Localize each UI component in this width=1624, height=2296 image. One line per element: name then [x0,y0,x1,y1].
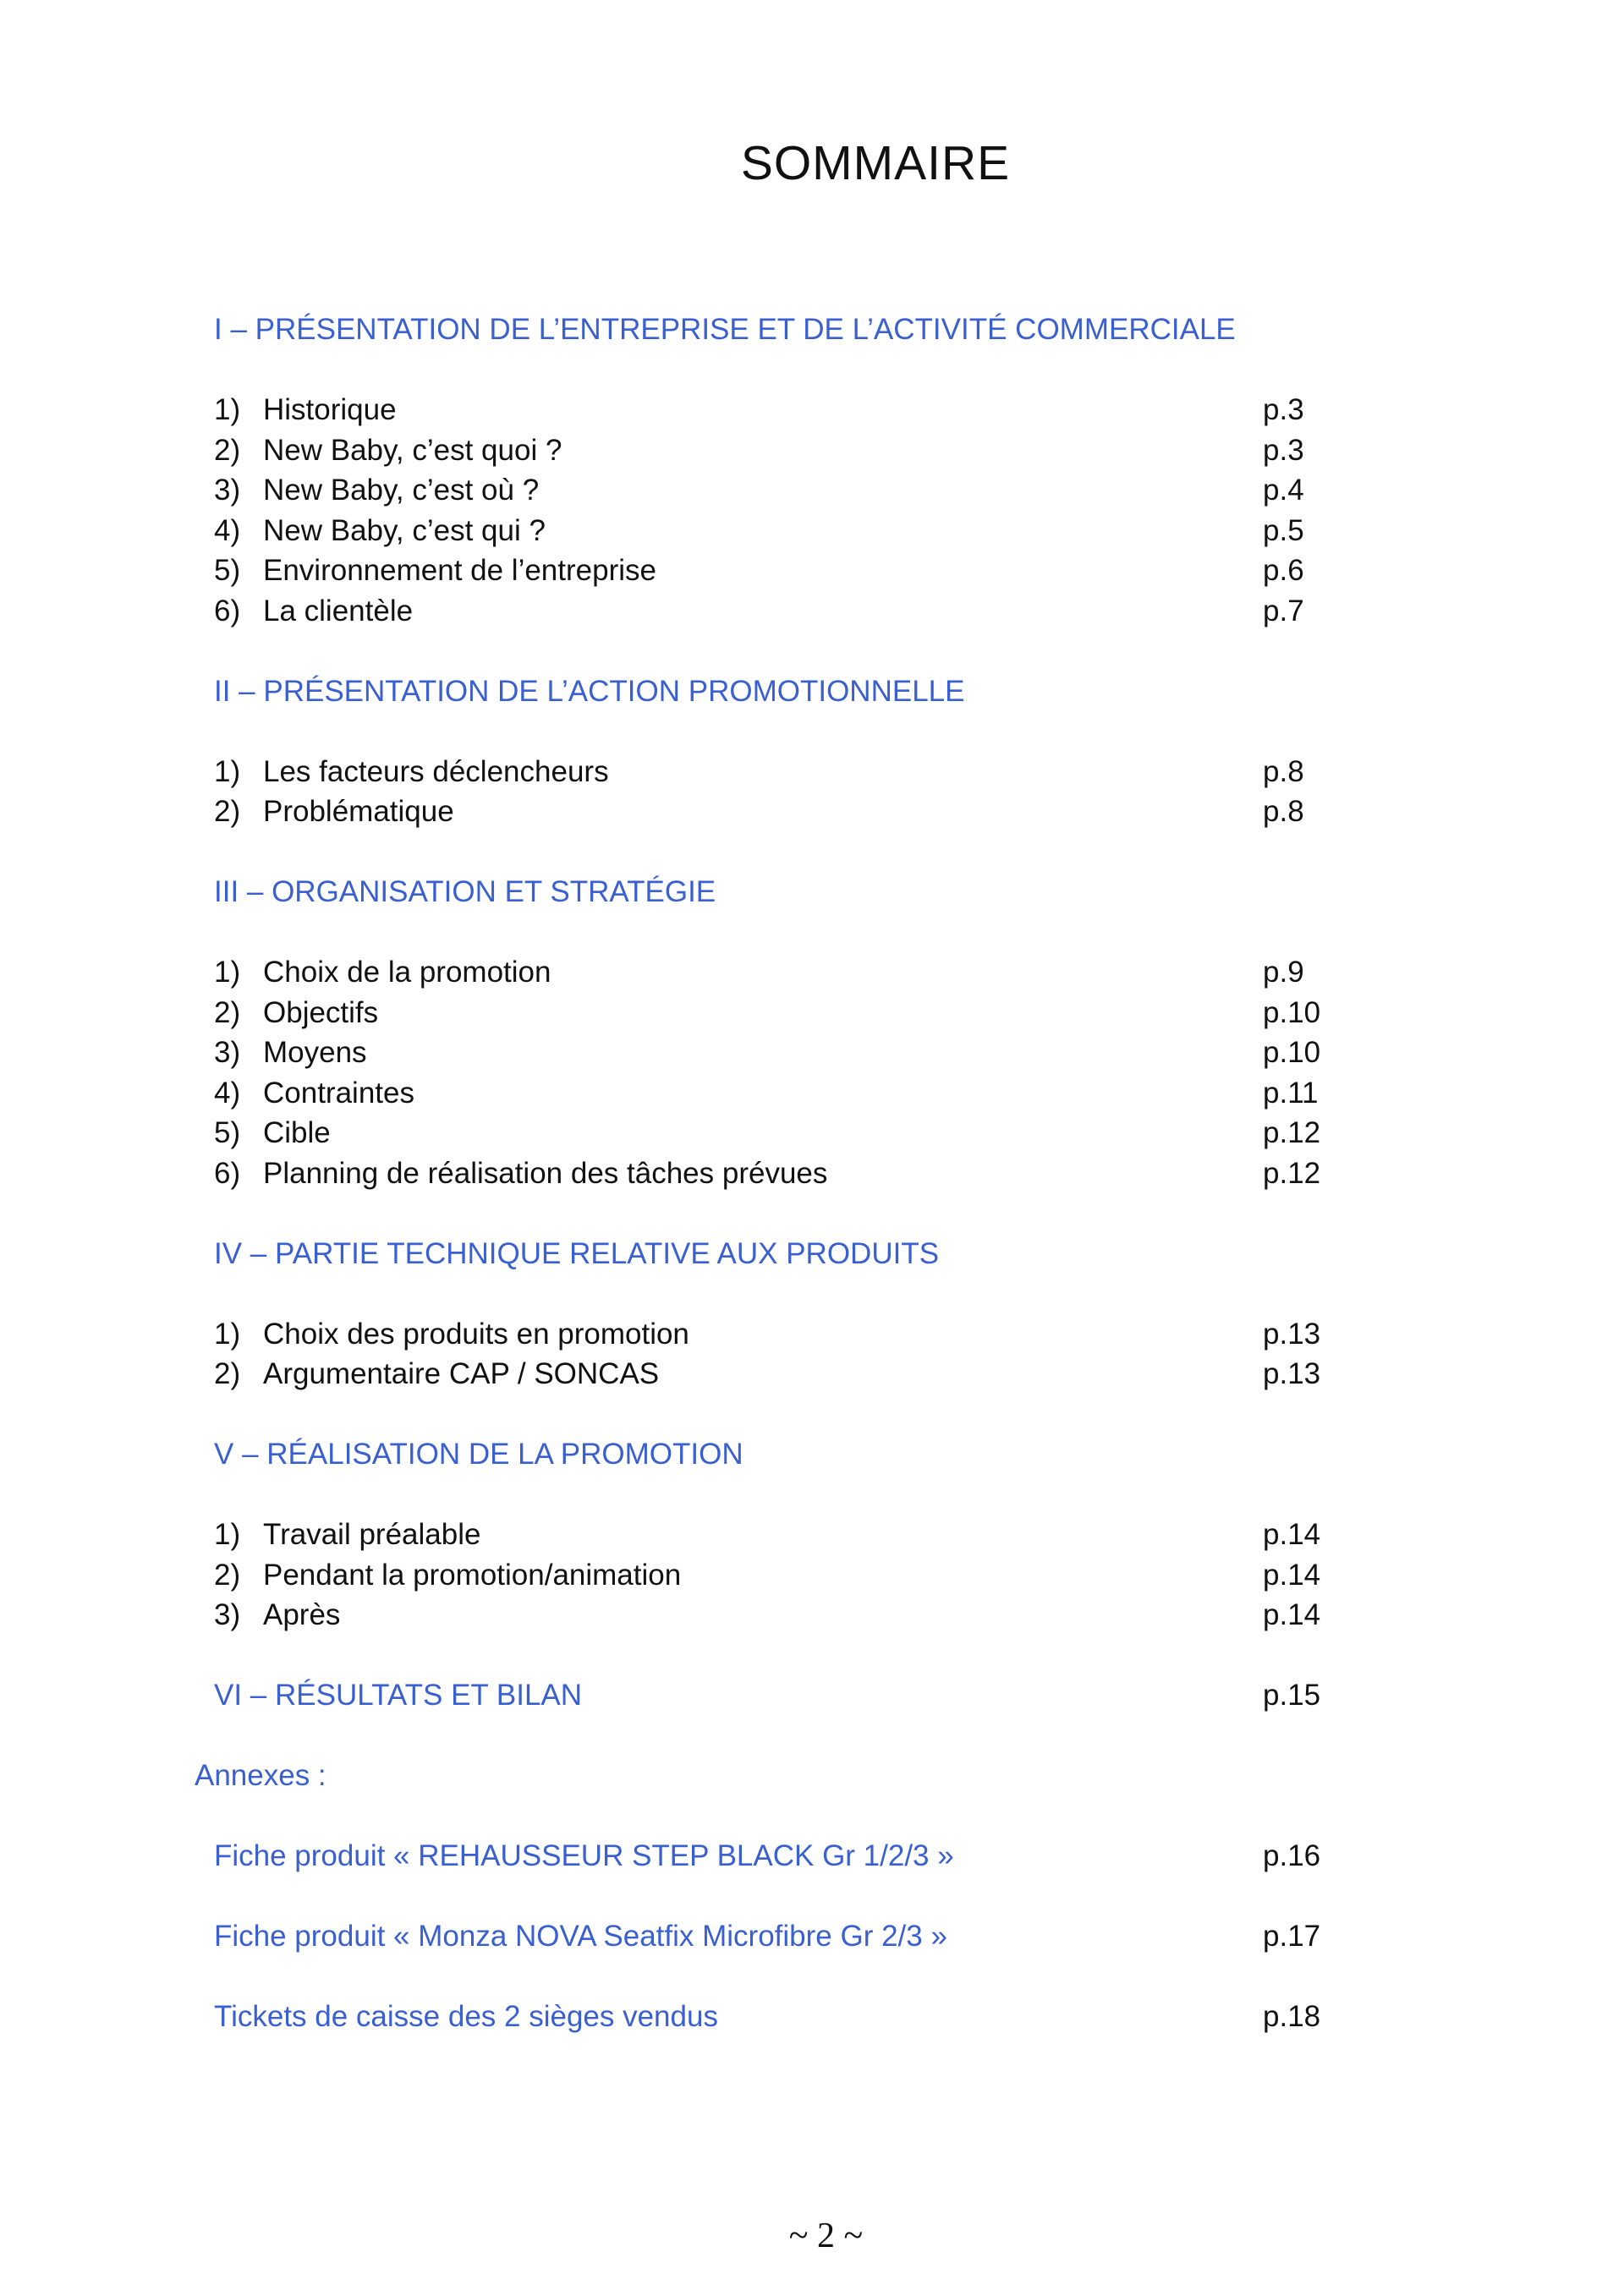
toc-entry-number: 3) [214,1036,241,1069]
annex-entry[interactable]: Fiche produit « REHAUSSEUR STEP BLACK Gr 1/2/3 » [214,1839,954,1872]
toc-entry-title: Choix des produits en promotion [263,1317,689,1351]
toc-entry-number: 2) [214,795,241,828]
toc-entry-number: 4) [214,513,241,547]
annex-entry-page: p.17 [1263,1920,1321,1953]
section-page-ref: p.15 [1263,1679,1321,1712]
toc-entry-number: 6) [214,594,241,627]
toc-entry-page: p.10 [1263,1036,1321,1069]
toc-entry-title: Planning de réalisation des tâches prévues [263,1156,828,1190]
toc-entry-page: p.11 [1263,1076,1319,1110]
toc-entry-page: p.4 [1263,474,1304,507]
toc-entry-number: 1) [214,1518,241,1551]
toc-entry-number: 1) [214,754,241,788]
section-heading[interactable]: V – RÉALISATION DE LA PROMOTION [214,1438,743,1471]
toc-entry-title: Problématique [263,795,454,828]
toc-entry-title: New Baby, c’est où ? [263,474,540,507]
toc-entry-title: Travail préalable [263,1518,481,1551]
toc-entry-page: p.10 [1263,995,1321,1029]
toc-entry-number: 1) [214,393,241,426]
page-number-footer: ~ 2 ~ [788,2217,864,2255]
toc-entry-page: p.6 [1263,554,1304,587]
toc-entry-page: p.13 [1263,1317,1321,1351]
toc-entry-number: 5) [214,1116,241,1149]
toc-entry-page: p.3 [1263,393,1304,426]
toc-entry-title: New Baby, c’est quoi ? [263,433,562,467]
toc-entry-number: 1) [214,1317,241,1351]
toc-entry-page: p.12 [1263,1156,1321,1190]
toc-entry-title: Choix de la promotion [263,956,551,989]
toc-entry-number: 3) [214,474,241,507]
toc-entry-number: 1) [214,956,241,989]
toc-entry-title: Objectifs [263,995,379,1029]
toc-entry-number: 3) [214,1598,241,1631]
toc-entry-page: p.8 [1263,795,1304,828]
toc-entry-title: Argumentaire CAP / SONCAS [263,1357,660,1390]
toc-entry-title: Contraintes [263,1076,414,1110]
toc-entry-title: La clientèle [263,594,414,627]
toc-entry-page: p.5 [1263,513,1304,547]
toc-entry-number: 4) [214,1076,241,1110]
page-title: SOMMAIRE [740,136,1011,190]
toc-entry-title: Historique [263,393,397,426]
toc-entry-title: Après [263,1598,341,1631]
toc-entry-page: p.13 [1263,1357,1321,1390]
annex-entry-page: p.16 [1263,1839,1321,1872]
section-heading[interactable]: II – PRÉSENTATION DE L’ACTION PROMOTIONNELLE [214,674,965,708]
section-heading[interactable]: VI – RÉSULTATS ET BILAN [214,1679,583,1712]
toc-entry-title: Cible [263,1116,331,1149]
toc-entry-title: Pendant la promotion/animation [263,1558,682,1592]
annex-entry-page: p.18 [1263,2000,1321,2033]
toc-entry-page: p.14 [1263,1558,1321,1592]
annex-entry[interactable]: Tickets de caisse des 2 sièges vendus [214,2000,718,2033]
toc-entry-page: p.14 [1263,1518,1321,1551]
toc-entry-page: p.12 [1263,1116,1321,1149]
toc-entry-number: 6) [214,1156,241,1190]
toc-entry-page: p.8 [1263,754,1304,788]
toc-entry-page: p.7 [1263,594,1304,627]
toc-entry-page: p.9 [1263,956,1304,989]
toc-entry-title: New Baby, c’est qui ? [263,513,546,547]
annex-entry[interactable]: Fiche produit « Monza NOVA Seatfix Microfibre Gr 2/3 » [214,1920,947,1953]
annexes-heading: Annexes : [195,1759,326,1792]
toc-entry-number: 5) [214,554,241,587]
section-heading[interactable]: I – PRÉSENTATION DE L’ENTREPRISE ET DE L’ACTIVITÉ COMMERCIALE [214,313,1236,346]
section-heading[interactable]: IV – PARTIE TECHNIQUE RELATIVE AUX PRODUITS [214,1236,940,1270]
toc-entry-number: 2) [214,433,241,467]
section-heading[interactable]: III – ORGANISATION ET STRATÉGIE [214,875,716,908]
toc-entry-title: Environnement de l’entreprise [263,554,656,587]
toc-entry-number: 2) [214,1558,241,1592]
toc-entry-page: p.3 [1263,433,1304,467]
toc-entry-number: 2) [214,1357,241,1390]
toc-entry-title: Moyens [263,1036,367,1069]
toc-entry-page: p.14 [1263,1598,1321,1631]
toc-entry-number: 2) [214,995,241,1029]
toc-entry-title: Les facteurs déclencheurs [263,754,609,788]
